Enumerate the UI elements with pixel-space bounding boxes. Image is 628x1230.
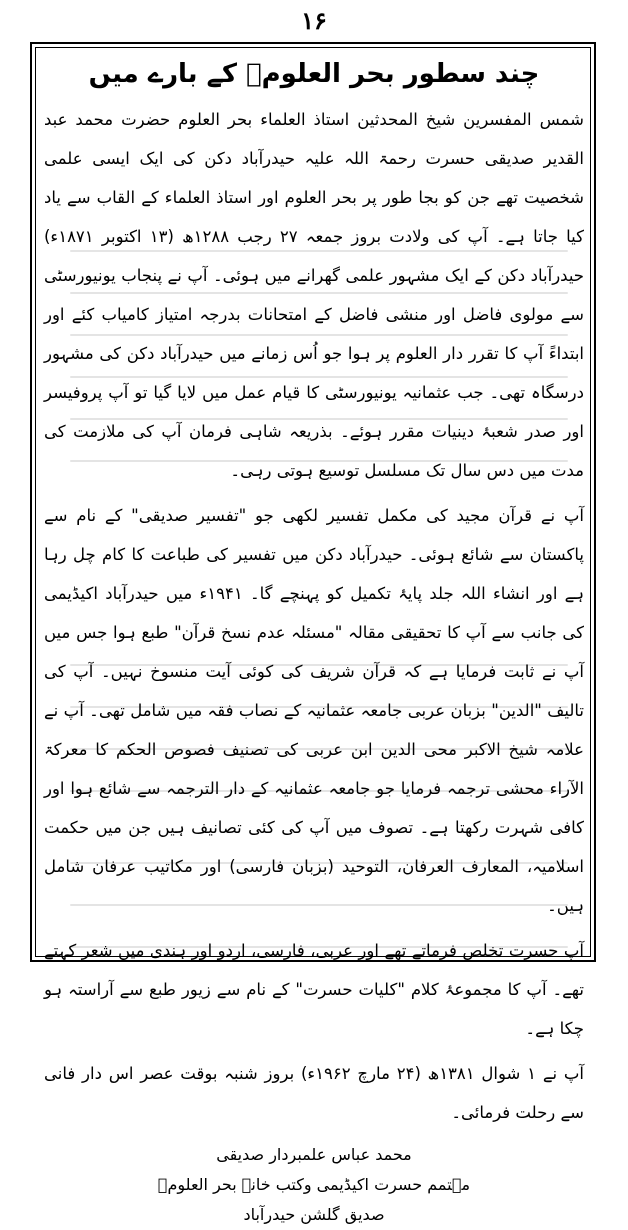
biography-paragraph: شمس المفسرین شیخ المحدثین استاذ العلماء بحر العلوم حضرت محمد عبد القدیر صدیقی حسرت رحمۃ اللہ علیہ حیدرآباد دکن کی ایک ایسی علمی شخصیت تھے جن کو بجا طور پر بحر العلوم اور استاذ العلماء کے القاب سے یاد کیا جاتا ہے۔ آپ کی ولادت بروز جمعہ ۲۷ رجب ۱۲۸۸ھ (۱۳ اکتوبر ۱۸۷۱ء) حیدرآباد دکن کے ایک مشہور علمی گھرانے میں ہوئی۔ آپ نے پنجاب یونیورسٹی سے مولوی فاضل اور منشی فاضل کے امتحانات بدرجہ امتیاز کامیاب کئے اور ابتداءً آپ کا تقرر دار العلوم پر ہوا جو اُس زمانے میں حیدرآباد دکن کی مشہور درسگاہ تھی۔ جب عثمانیہ یونیورسٹی کا قیام عمل میں لایا گیا تو آپ پروفیسر اور صدر شعبۂ دینیات مقرر ہوئے۔ بذریعہ شاہی فرمان آپ کی ملازمت کی مدت میں دس سال تک مسلسل توسیع ہوتی رہی۔ (44, 110, 584, 480)
works-paragraph: آپ نے قرآن مجید کی مکمل تفسیر لکھی جو "تفسیر صدیقی" کے نام سے پاکستان سے شائع ہوئی۔ حیدرآباد دکن میں تفسیر کی طباعت کا کام چل رہا ہے اور انشاء اللہ جلد پایۂ تکمیل کو پہنچے گا۔ ۱۹۴۱ء میں حیدرآباد اکیڈیمی کی جانب سے آپ کا تحقیقی مقالہ "مسئلہ عدم نسخ قرآن" طبع ہوا جس میں آپ نے ثابت فرمایا ہے کہ قرآن شریف کی کوئی آیت منسوخ نہیں۔ آپ کی تالیف "الدین" بزبان عربی جامعہ عثمانیہ کے نصاب فقہ میں شامل تھی۔ آپ نے علامہ شیخ الاکبر محی الدین ابن عربی کی تصنیف فصوص الحکم کا معرکۃ الآراء محشی ترجمہ فرمایا جو جامعہ عثمانیہ کے دار الترجمہ سے شائع ہوا اور کافی شہرت رکھتا ہے۔ تصوف میں آپ کی کئی تصانیف ہیں جن میں حکمت اسلامیہ، المعارف العرفان، التوحید (بزبان فارسی) اور مکاتیب عرفان شامل ہیں۔ (44, 506, 584, 915)
death-paragraph: آپ نے ۱ شوال ۱۳۸۱ھ (۲۴ مارچ ۱۹۶۲ء) بروز شنبہ بوقت عصر اس دار فانی سے رحلت فرمائی۔ (44, 1064, 584, 1122)
signature-block (44, 1140, 584, 1230)
signature-name: محمد عباس علمبردار صدیقی (216, 1145, 412, 1164)
signature-role: مہتمم حسرت اکیڈیمی وکتب خانہ بحر العلومؒ (157, 1175, 471, 1194)
page-number: ۱۶ (301, 6, 327, 35)
poetry-paragraph: آپ حسرت تخلص فرماتے تھے اور عربی، فارسی، اردو اور ہندی میں شعر کہتے تھے۔ آپ کا مجموعۂ کلام "کلیات حسرت" کے نام سے زیور طبع سے آراستہ ہو چکا ہے۔ (44, 941, 584, 1038)
page-content (44, 54, 584, 1224)
signature-address: صدیق گلشن حیدرآباد (243, 1205, 385, 1224)
page-title: چند سطور بحر العلومؒ کے بارے میں (88, 59, 540, 89)
